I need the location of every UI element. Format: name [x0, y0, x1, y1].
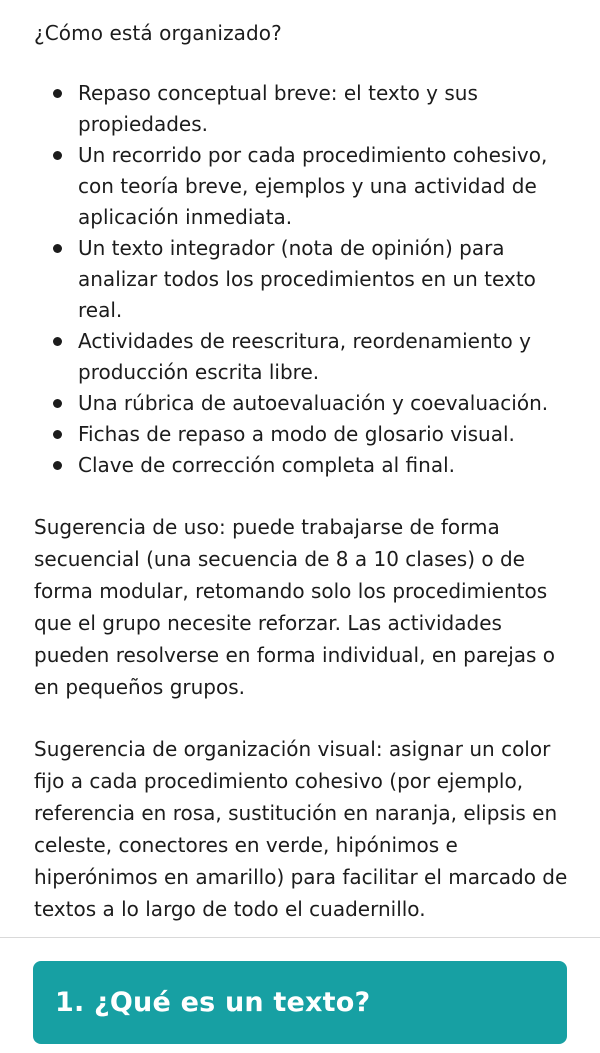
bullet-icon	[53, 337, 62, 346]
visual-organization-paragraph: Sugerencia de organización visual: asignar un color fijo a cada procedimiento cohesivo (por ejemplo, referencia en rosa, sustitución en naranja, elipsis en celeste, conectores en verde, hipónimos e hiperónimos en amarillo) para facilitar el marcado de textos a lo largo de todo el cuadernillo.	[34, 737, 568, 921]
list-item-text: Una rúbrica de autoevaluación y coevaluación.	[78, 391, 549, 415]
list-item-text: Repaso conceptual breve: el texto y sus propiedades.	[78, 81, 478, 136]
list-item	[34, 450, 574, 481]
list-item	[34, 388, 574, 419]
list-item	[34, 326, 574, 388]
document-body	[34, 18, 574, 925]
list-item	[34, 78, 574, 140]
usage-suggestion-paragraph: Sugerencia de uso: puede trabajarse de forma secuencial (una secuencia de 8 a 10 clases) o de forma modular, retomando solo los procedimientos que el grupo necesite reforzar. Las actividades pueden resolverse en forma individual, en parejas o en pequeños grupos.	[34, 515, 556, 699]
section-banner-title: 1. ¿Qué es un texto?	[55, 987, 371, 1018]
bullet-icon	[53, 399, 62, 408]
section-heading: ¿Cómo está organizado?	[34, 21, 282, 45]
list-item-text: Actividades de reescritura, reordenamiento y producción escrita libre.	[78, 329, 531, 384]
list-item	[34, 419, 574, 450]
bullet-icon	[53, 461, 62, 470]
list-item-text: Un recorrido por cada procedimiento cohesivo, con teoría breve, ejemplos y una actividad de aplicación inmediata.	[78, 143, 548, 229]
section-banner[interactable]	[33, 961, 567, 1044]
bullet-icon	[53, 89, 62, 98]
bullet-icon	[53, 151, 62, 160]
list-item-text: Fichas de repaso a modo de glosario visual.	[78, 422, 515, 446]
organization-list	[34, 78, 574, 481]
bullet-icon	[53, 430, 62, 439]
list-item	[34, 140, 574, 233]
list-item-text: Clave de corrección completa al final.	[78, 453, 455, 477]
section-divider	[0, 937, 600, 938]
bullet-icon	[53, 244, 62, 253]
list-item-text: Un texto integrador (nota de opinión) para analizar todos los procedimientos en un texto real.	[78, 236, 536, 322]
list-item	[34, 233, 574, 326]
